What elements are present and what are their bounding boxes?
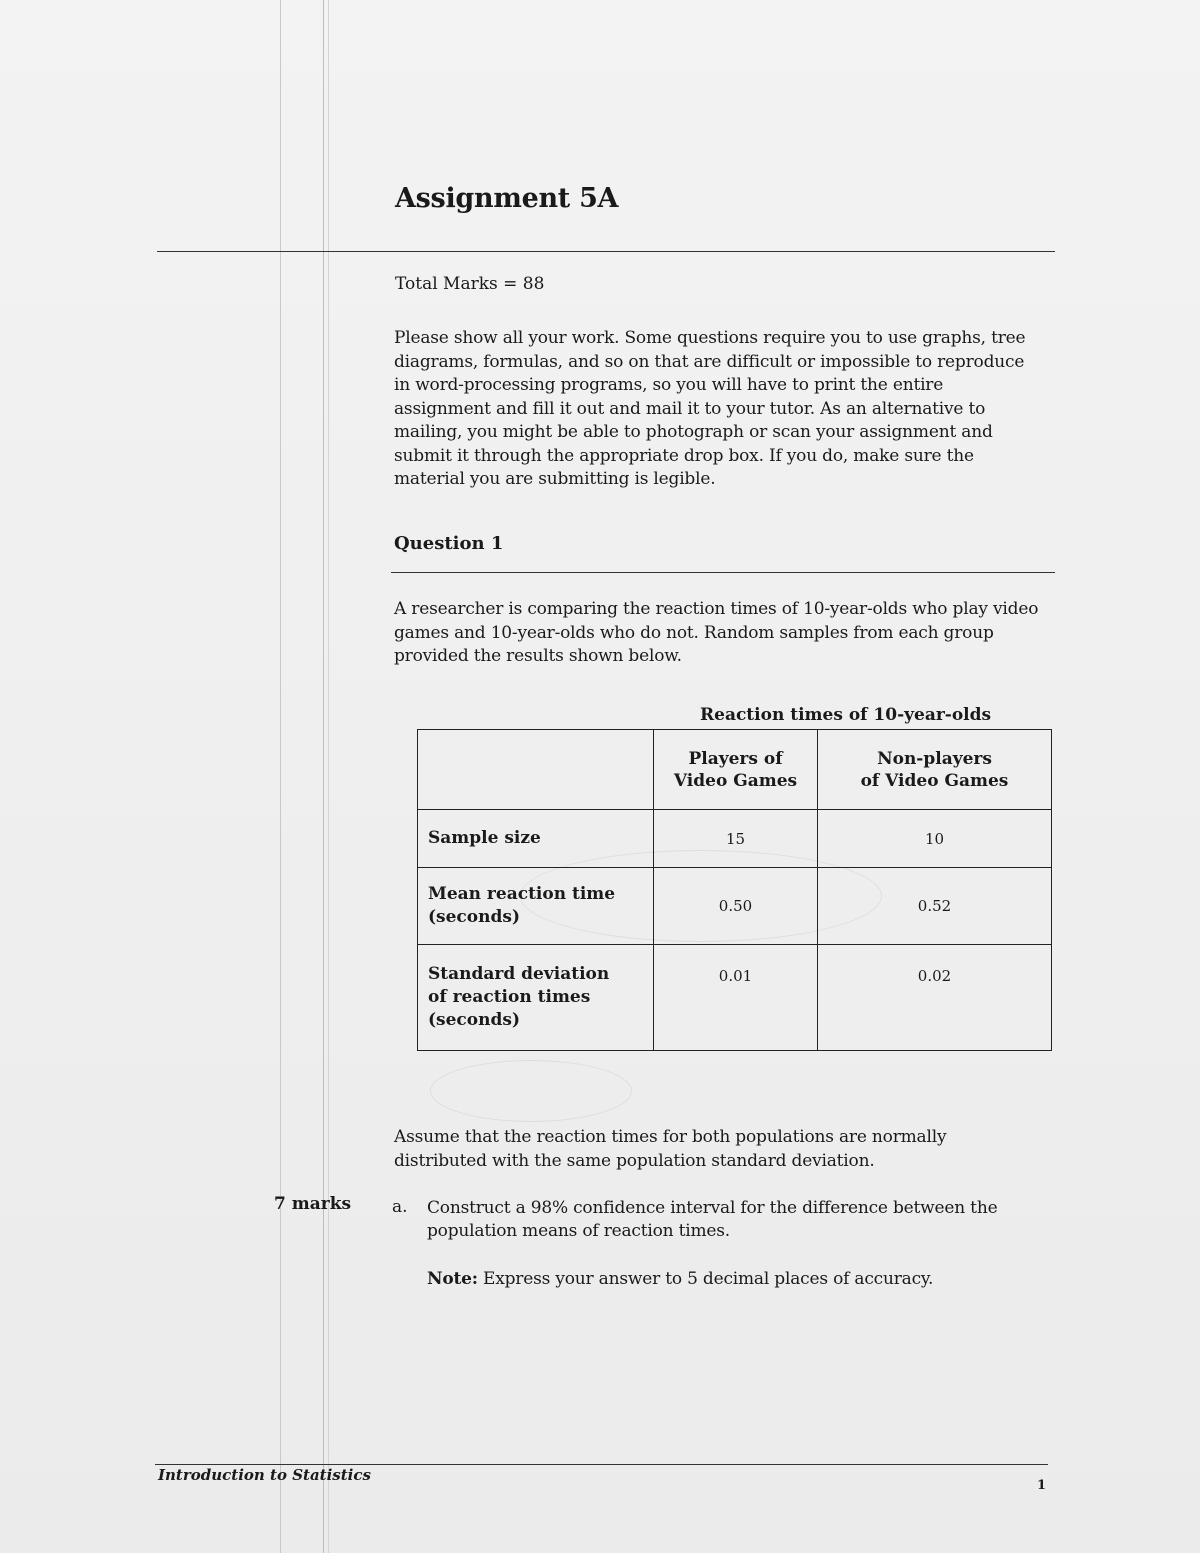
row-label-line: Standard deviation bbox=[428, 964, 610, 984]
cell-value: 0.52 bbox=[818, 868, 1052, 945]
reaction-times-table bbox=[417, 729, 1052, 1051]
assignment-title: Assignment 5A bbox=[395, 183, 619, 214]
course-name: Introduction to Statistics bbox=[158, 1466, 371, 1484]
question-rule bbox=[391, 572, 1055, 573]
part-a-note bbox=[427, 1268, 933, 1291]
total-marks: Total Marks = 88 bbox=[395, 274, 545, 294]
header-line: Video Games bbox=[673, 770, 798, 791]
question-heading: Question 1 bbox=[394, 533, 504, 554]
instruction-line: material you are submitting is legible. bbox=[394, 469, 716, 489]
table-row bbox=[418, 868, 1052, 945]
header-line: Players of bbox=[688, 748, 783, 769]
note-label: Note: bbox=[427, 1269, 478, 1289]
scan-line bbox=[328, 0, 329, 1553]
scan-line bbox=[280, 0, 281, 1553]
title-rule bbox=[157, 251, 1055, 252]
cell-value: 0.02 bbox=[818, 945, 1052, 1051]
assumption-paragraph bbox=[394, 1126, 946, 1173]
header-line: Non-players bbox=[877, 748, 992, 769]
part-a-label: a. bbox=[392, 1197, 408, 1217]
assumption-line: Assume that the reaction times for both populations are normally bbox=[394, 1127, 947, 1147]
footer-rule bbox=[155, 1464, 1048, 1465]
part-a-line: Construct a 98% confidence interval for the difference between the bbox=[427, 1198, 998, 1218]
assumption-line: distributed with the same population standard deviation. bbox=[394, 1150, 875, 1171]
instruction-line: diagrams, formulas, and so on that are difficult or impossible to reproduce bbox=[394, 351, 1025, 372]
table-caption: Reaction times of 10-year-olds bbox=[700, 705, 992, 725]
table-row bbox=[418, 945, 1052, 1051]
row-label-line: (seconds) bbox=[428, 907, 520, 927]
note-text: Express your answer to 5 decimal places of accuracy. bbox=[477, 1269, 934, 1289]
header-line: of Video Games bbox=[860, 770, 1009, 791]
row-label-line: (seconds) bbox=[428, 1010, 520, 1030]
cell-value: 0.50 bbox=[654, 868, 818, 945]
column-header-players bbox=[654, 730, 818, 810]
cell-value: 10 bbox=[818, 810, 1052, 868]
row-label-line: Sample size bbox=[428, 828, 541, 848]
instruction-line: in word-processing programs, so you will have to print the entire bbox=[394, 375, 944, 395]
row-label bbox=[418, 945, 654, 1051]
row-label-line: of reaction times bbox=[428, 987, 591, 1007]
row-label bbox=[418, 868, 654, 945]
column-header-non-players bbox=[818, 730, 1052, 810]
intro-line: A researcher is comparing the reaction times of 10-year-olds who play video bbox=[394, 599, 1039, 619]
page-number: 1 bbox=[1037, 1478, 1047, 1493]
table-header-row bbox=[418, 730, 1052, 810]
intro-line: provided the results shown below. bbox=[394, 646, 682, 666]
instructions-paragraph bbox=[394, 327, 1025, 492]
part-a-question bbox=[427, 1197, 997, 1243]
question-intro bbox=[394, 598, 1038, 669]
table-row bbox=[418, 810, 1052, 868]
instruction-line: assignment and fill it out and mail it to your tutor. As an alternative to bbox=[394, 398, 986, 419]
instruction-line: submit it through the appropriate drop box. If you do, make sure the bbox=[394, 445, 974, 466]
instruction-line: mailing, you might be able to photograph or scan your assignment and bbox=[394, 422, 993, 442]
row-label-line: Mean reaction time bbox=[428, 884, 616, 904]
instruction-line: Please show all your work. Some questions require you to use graphs, tree bbox=[394, 328, 1026, 348]
part-a-marks: 7 marks bbox=[274, 1194, 352, 1214]
row-label bbox=[418, 810, 654, 868]
empty-header-cell bbox=[418, 730, 654, 810]
cell-value: 15 bbox=[654, 810, 818, 868]
scan-line bbox=[323, 0, 324, 1553]
cell-value: 0.01 bbox=[654, 945, 818, 1051]
part-a-line: population means of reaction times. bbox=[427, 1221, 730, 1241]
intro-line: games and 10-year-olds who do not. Random samples from each group bbox=[394, 622, 994, 643]
bleed-through-mark bbox=[430, 1060, 632, 1122]
